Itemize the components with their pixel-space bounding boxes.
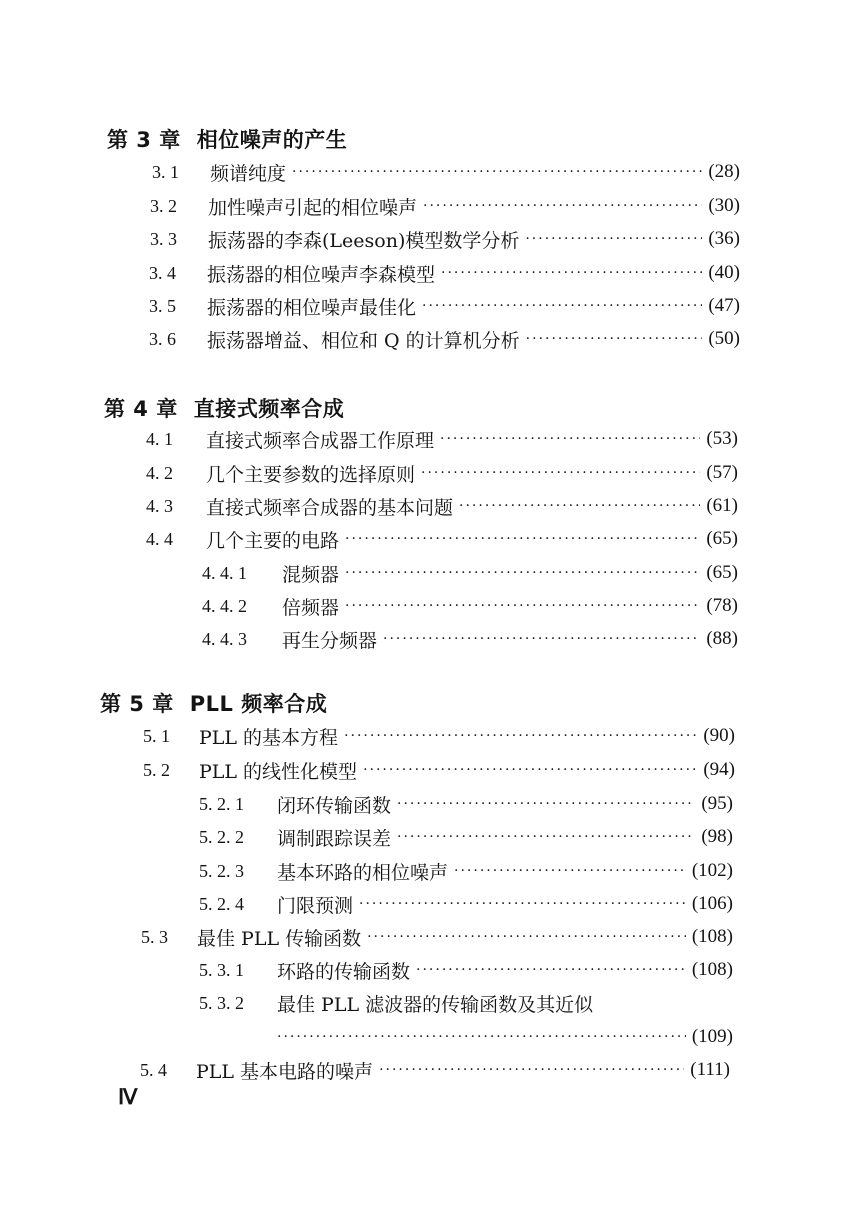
section-number: 5. 2. 2	[199, 826, 244, 847]
page-number: (57)	[706, 462, 738, 483]
page-number: (98)	[701, 826, 733, 847]
dot-leader	[344, 728, 697, 744]
toc-entry-4-4[interactable]	[146, 522, 738, 556]
section-number: 4. 4. 1	[202, 562, 247, 583]
dot-leader	[454, 863, 686, 879]
section-number: 4. 4. 2	[202, 595, 247, 616]
dot-leader	[379, 1062, 684, 1078]
chapter-5-heading	[100, 688, 327, 718]
section-number: 5. 4	[140, 1059, 167, 1080]
page-number: (47)	[708, 295, 740, 316]
section-number: 4. 4	[146, 528, 173, 549]
page-number: (78)	[706, 595, 738, 616]
dot-leader	[277, 1029, 686, 1045]
section-title: 振荡器的李森(Leeson)模型数学分析	[208, 229, 520, 252]
toc-entry-5-2-2[interactable]	[199, 820, 733, 854]
page-number: (108)	[691, 959, 733, 980]
section-number: 4. 2	[146, 462, 173, 483]
section-number: 3. 1	[152, 161, 179, 182]
page-number: (90)	[703, 725, 735, 746]
section-number: 5. 2	[143, 759, 170, 780]
toc-entry-5-3-2[interactable]	[199, 986, 733, 1020]
dot-leader	[416, 962, 686, 978]
section-title: 振荡器的相位噪声最佳化	[207, 296, 417, 319]
toc-entry-3-4[interactable]	[149, 256, 740, 290]
dot-leader	[526, 331, 703, 347]
section-title: 倍频器	[282, 596, 340, 619]
section-title: 最佳 PLL 滤波器的传输函数及其近似	[277, 993, 594, 1016]
chapter-4-heading	[104, 393, 344, 423]
page-number: (40)	[708, 262, 740, 283]
toc-entry-3-3[interactable]	[150, 222, 740, 256]
toc-entry-4-1[interactable]	[146, 422, 738, 456]
section-title: 频谱纯度	[210, 162, 287, 185]
page-number: (108)	[691, 926, 733, 947]
section-title: 再生分频器	[282, 629, 378, 652]
page-number: (102)	[691, 860, 733, 881]
toc-entry-5-1[interactable]	[143, 719, 735, 753]
section-title: 调制跟踪误差	[277, 827, 392, 850]
toc-entry-5-3-1[interactable]	[199, 953, 733, 987]
section-number: 4. 1	[146, 428, 173, 449]
dot-leader	[421, 465, 700, 481]
dot-leader	[440, 431, 700, 447]
dot-leader	[367, 929, 686, 945]
toc-entry-3-2[interactable]	[150, 189, 740, 223]
dot-leader	[383, 631, 700, 647]
dot-leader	[292, 164, 702, 180]
section-title: PLL 基本电路的噪声	[196, 1060, 374, 1083]
section-title: 几个主要参数的选择原则	[206, 463, 416, 486]
dot-leader	[345, 531, 700, 547]
section-number: 3. 6	[149, 328, 176, 349]
section-title: 最佳 PLL 传输函数	[197, 927, 362, 950]
page-number: (94)	[703, 759, 735, 780]
toc-entry-3-6[interactable]	[149, 322, 740, 356]
page-number: (95)	[701, 793, 733, 814]
toc-entry-4-3[interactable]	[146, 489, 738, 523]
chapter-3-heading	[107, 124, 347, 154]
section-title: 门限预测	[277, 894, 354, 917]
toc-entry-5-2[interactable]	[143, 753, 735, 787]
dot-leader	[397, 829, 695, 845]
section-number: 3. 5	[149, 295, 176, 316]
toc-entry-5-3[interactable]	[141, 920, 733, 954]
section-number: 5. 2. 1	[199, 793, 244, 814]
section-title: 加性噪声引起的相位噪声	[208, 196, 418, 219]
section-number: 5. 2. 4	[199, 893, 244, 914]
page-number: (111)	[690, 1059, 730, 1080]
toc-entry-4-4-2[interactable]	[202, 589, 738, 623]
dot-leader	[441, 265, 702, 281]
dot-leader	[359, 896, 686, 912]
section-number: 5. 3. 2	[199, 992, 244, 1013]
dot-leader	[423, 198, 702, 214]
section-number: 5. 2. 3	[199, 860, 244, 881]
section-number: 5. 1	[143, 725, 170, 746]
dot-leader	[459, 498, 700, 514]
toc-entry-4-2[interactable]	[146, 456, 738, 490]
page-number: (61)	[706, 495, 738, 516]
section-number: 5. 3. 1	[199, 959, 244, 980]
section-number: 5. 3	[141, 926, 168, 947]
dot-leader	[345, 565, 700, 581]
dot-leader	[345, 598, 700, 614]
page-number: (88)	[706, 628, 738, 649]
section-title: 直接式频率合成器工作原理	[206, 429, 435, 452]
chapter-title: PLL 频率合成	[189, 692, 328, 716]
section-title: 振荡器增益、相位和 Q 的计算机分析	[207, 329, 520, 352]
dot-leader	[422, 298, 702, 314]
page-number: (36)	[708, 228, 740, 249]
section-title: PLL 的基本方程	[199, 726, 339, 749]
page-number: (65)	[706, 562, 738, 583]
toc-entry-3-5[interactable]	[149, 289, 740, 323]
page-number: (65)	[706, 528, 738, 549]
toc-entry-5-3-2-continuation[interactable]	[277, 1020, 733, 1054]
chapter-label: 第 3 章	[107, 128, 181, 152]
toc-entry-5-4[interactable]	[140, 1053, 730, 1087]
chapter-label: 第 5 章	[100, 692, 174, 716]
section-number: 3. 3	[150, 228, 177, 249]
toc-entry-5-2-4[interactable]	[199, 887, 733, 921]
page-number: (50)	[708, 328, 740, 349]
section-title: 环路的传输函数	[277, 960, 411, 983]
page-number: (109)	[691, 1026, 733, 1047]
chapter-title: 直接式频率合成	[193, 397, 345, 421]
page-number: (106)	[691, 893, 733, 914]
section-title: 闭环传输函数	[277, 794, 392, 817]
section-number: 4. 3	[146, 495, 173, 516]
page-number: (28)	[708, 161, 740, 182]
dot-leader	[397, 796, 695, 812]
toc-entry-4-4-1[interactable]	[202, 556, 738, 590]
section-title: 基本环路的相位噪声	[277, 861, 449, 884]
section-title: PLL 的线性化模型	[199, 760, 358, 783]
section-title: 直接式频率合成器的基本问题	[206, 496, 454, 519]
toc-entry-5-2-1[interactable]	[199, 787, 733, 821]
dot-leader	[363, 762, 697, 778]
dot-leader	[525, 231, 702, 247]
section-number: 3. 4	[149, 262, 176, 283]
chapter-label: 第 4 章	[104, 397, 178, 421]
page-number: (30)	[708, 195, 740, 216]
section-number: 4. 4. 3	[202, 628, 247, 649]
page-folio: Ⅳ	[118, 1085, 138, 1109]
chapter-title: 相位噪声的产生	[196, 128, 348, 152]
toc-entry-4-4-3[interactable]	[202, 622, 738, 656]
section-number: 3. 2	[150, 195, 177, 216]
section-title: 几个主要的电路	[206, 529, 340, 552]
toc-entry-5-2-3[interactable]	[199, 854, 733, 888]
toc-entry-3-1[interactable]	[152, 155, 740, 189]
page-number: (53)	[706, 428, 738, 449]
section-title: 混频器	[282, 563, 340, 586]
section-title: 振荡器的相位噪声李森模型	[207, 263, 436, 286]
